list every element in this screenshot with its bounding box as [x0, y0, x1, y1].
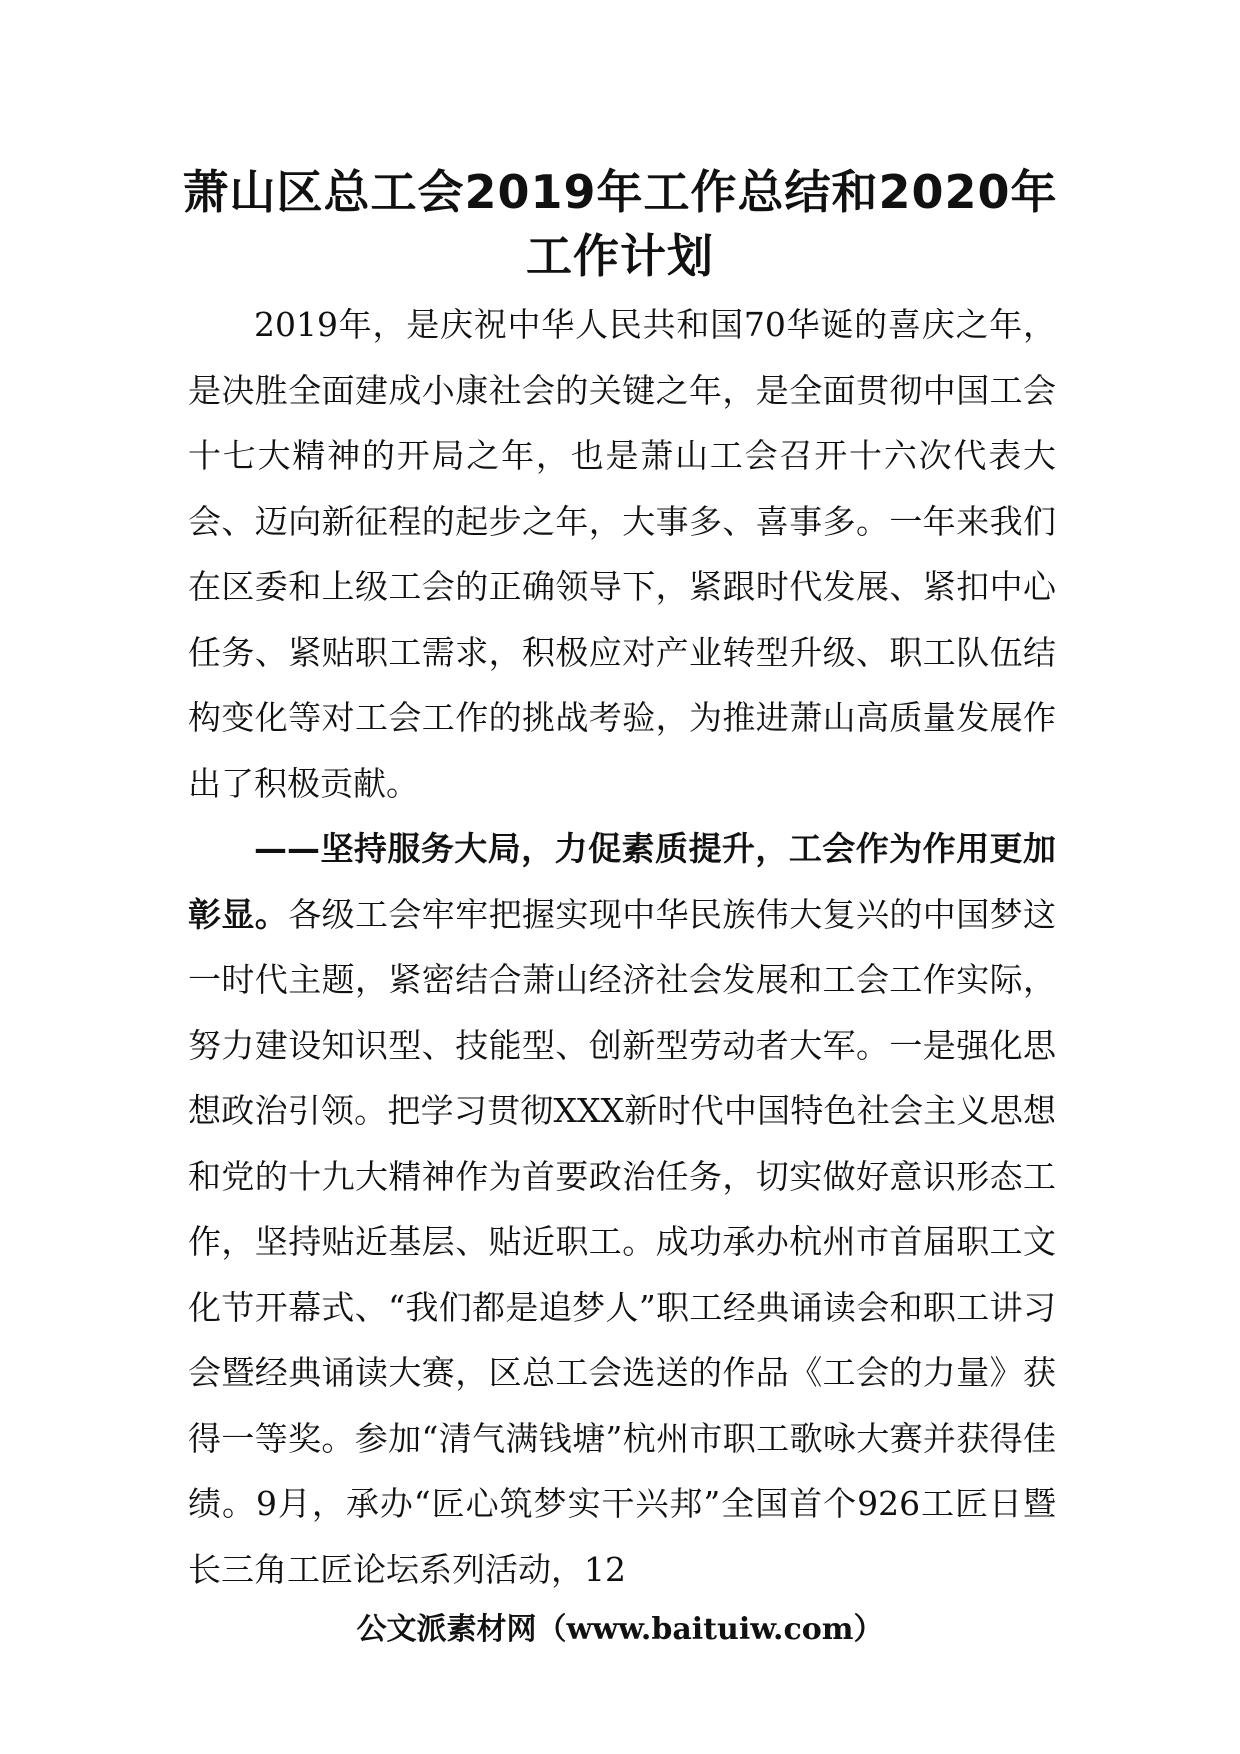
paragraph-text: 各级工会牢牢把握实现中华民族伟大复兴的中国梦这一时代主题，紧密结合萧山经济社会发展和工会工作实际，努力建设知识型、技能型、创新型劳动者大军。一是强化思想政治引领。把学习贯彻XXX新时代中国特色社会主义思想和党的十九大精神作为首要政治任务，切实做好意识形态工作，坚持贴近基层、贴近职工。成功承办杭州市首届职工文化节开幕式、“我们都是追梦人”职工经典诵读会和职工讲习会暨经典诵读大赛，区总工会选送的作品《工会的力量》获得一等奖。参加“清气满钱塘”杭州市职工歌咏大赛并获得佳绩。9月，承办“匠心筑梦实干兴邦”全国首个926工匠日暨长三角工匠论坛系列活动，12 — [188, 894, 1057, 1589]
paragraph-service — [188, 816, 1056, 1602]
paragraph-intro — [188, 292, 1056, 816]
paragraph-lead-heading: ——坚持服务大局，力促素质提升，工会作为作用更加彰显。 — [188, 829, 1056, 934]
footer-watermark: 公文派素材网（www.baituiw.com） — [356, 1612, 884, 1647]
paragraph-text: 2019年，是庆祝中华人民共和国70华诞的喜庆之年，是决胜全面建成小康社会的关键之年，是全面贯彻中国工会十七大精神的开局之年，也是萧山工会召开十六次代表大会、迈向新征程的起步之年，大事多、喜事多。一年来我们在区委和上级工会的正确领导下，紧跟时代发展、紧扣中心任务、紧贴职工需求，积极应对产业转型升级、职工队伍结构变化等对工会工作的挑战考验，为推进萧山高质量发展作出了积极贡献。 — [188, 305, 1056, 803]
document-body — [188, 292, 1056, 1602]
document-title: 萧山区总工会2019年工作总结和2020年工作计划 — [182, 165, 1058, 283]
